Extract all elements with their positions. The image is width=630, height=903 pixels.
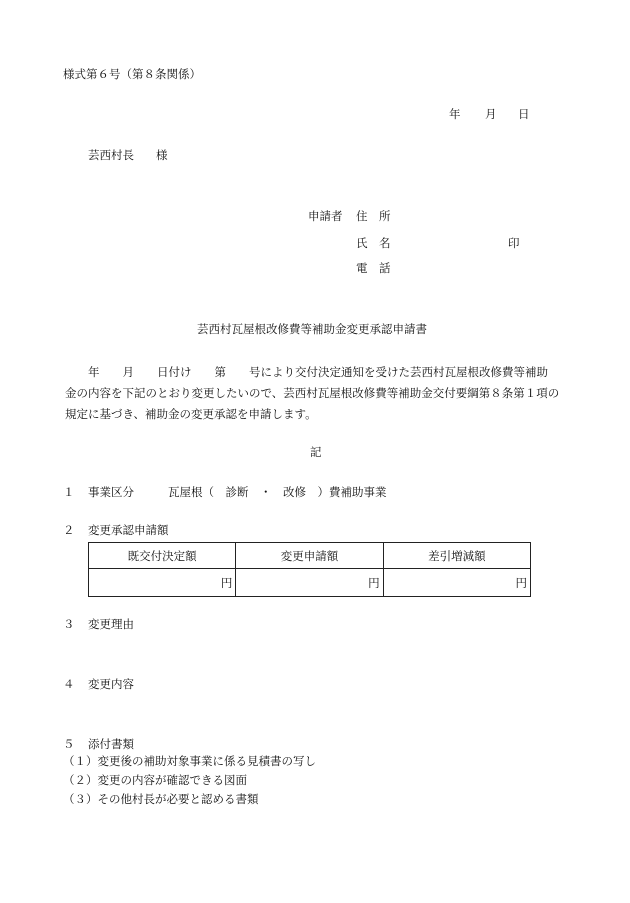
section-2-number: ２: [63, 523, 75, 537]
section-4-label: 変更内容: [88, 677, 134, 691]
amount-table-value-row: [89, 569, 531, 597]
section-3-number: ３: [63, 617, 75, 631]
date-month-label: 月: [485, 107, 497, 121]
section-1-label: 事業区分: [88, 485, 134, 499]
cell-difference-amount[interactable]: 円: [383, 569, 530, 597]
addressee-name: 芸西村長: [88, 148, 134, 162]
date-year-label: 年: [449, 107, 461, 121]
header-original-amount: 既交付決定額: [89, 543, 236, 569]
applicant-name-label: 氏 名: [356, 236, 391, 250]
attachment-item: （３）その他村長が必要と認める書類: [63, 792, 259, 806]
section-3-label: 変更理由: [88, 617, 134, 631]
cell-requested-amount[interactable]: 円: [236, 569, 383, 597]
section-5-number: ５: [63, 737, 75, 751]
applicant-address-label: 住 所: [356, 209, 391, 223]
section-1-number: １: [63, 485, 75, 499]
body-paragraph: [65, 362, 567, 425]
form-number: 様式第６号（第８条関係）: [63, 67, 201, 81]
body-line-3: 規定に基づき、補助金の変更承認を申請します。: [65, 407, 317, 421]
date-day-label: 日: [518, 107, 530, 121]
header-requested-amount: 変更申請額: [236, 543, 383, 569]
body-line-2: 金の内容を下記のとおり変更したいので、芸西村瓦屋根改修費等補助金交付要綱第８条第１項の: [65, 386, 560, 400]
body-line-1: 年 月 日付け 第 号により交付決定通知を受けた芸西村瓦屋根改修費等補助: [65, 365, 548, 379]
attachment-item: （１）変更後の補助対象事業に係る見積書の写し: [63, 754, 316, 768]
ki-heading: 記: [310, 445, 322, 459]
attachment-item: （２）変更の内容が確認できる図面: [63, 773, 247, 787]
header-difference-amount: 差引増減額: [383, 543, 530, 569]
cell-original-amount[interactable]: 円: [89, 569, 236, 597]
applicant-phone-label: 電 話: [356, 261, 391, 275]
attachment-list: [63, 752, 316, 809]
section-5-label: 添付書類: [88, 737, 134, 751]
document-title: 芸西村瓦屋根改修費等補助金変更承認申請書: [197, 322, 427, 336]
seal-mark: 印: [508, 236, 520, 250]
addressee-honorific: 様: [156, 148, 168, 162]
amount-table-header-row: [89, 543, 531, 569]
section-1-content: 瓦屋根（ 診断 ・ 改修 ）費補助事業: [168, 485, 387, 499]
applicant-label: 申請者: [308, 209, 343, 223]
section-4-number: ４: [63, 677, 75, 691]
section-2-label: 変更承認申請額: [88, 523, 169, 537]
amount-table: [88, 542, 531, 597]
